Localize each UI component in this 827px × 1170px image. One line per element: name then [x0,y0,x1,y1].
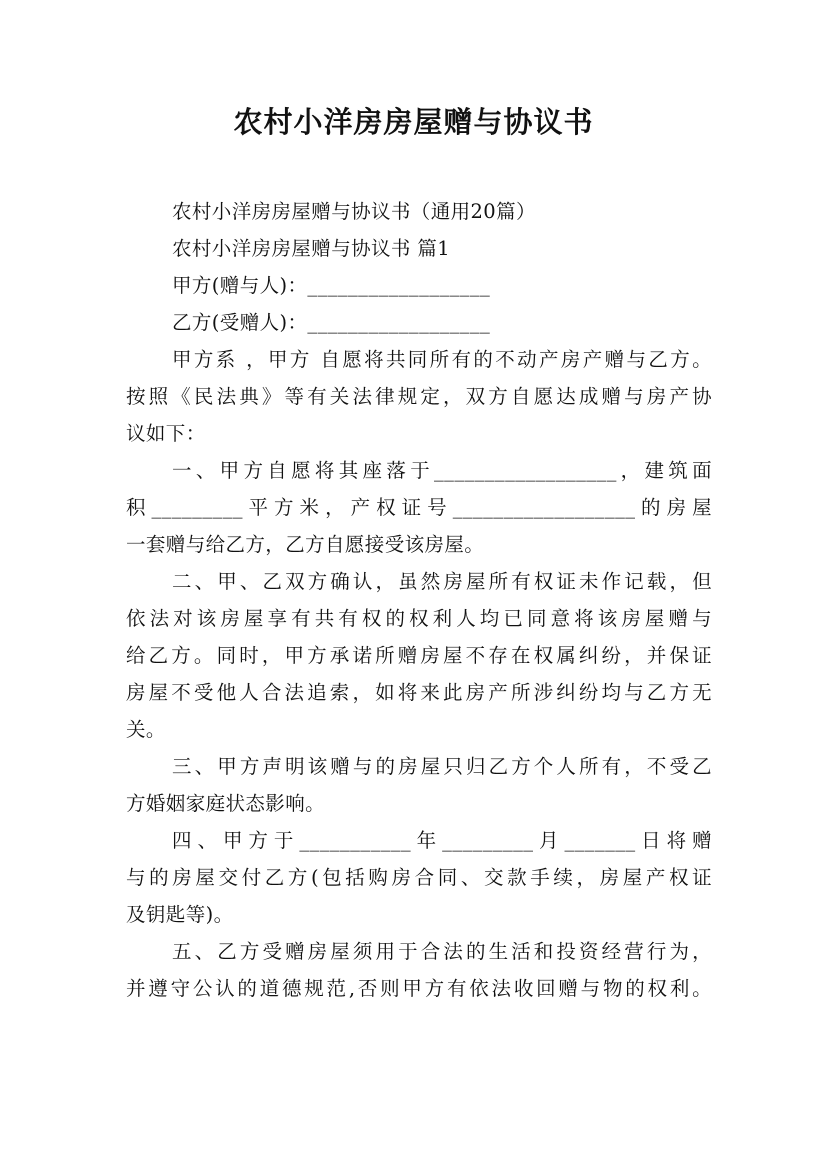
text-line: 农村小洋房房屋赠与协议书 篇1 [172,237,451,260]
text-line: 依法对该房屋享有共有权的权利人均已同意将该房屋赠与 [126,607,712,630]
text-line: 并遵守公认的道德规范,否则甲方有依法收回赠与物的权利。 [126,977,712,1000]
text-line: 与的房屋交付乙方(包括购房合同、交款手续，房屋产权证 [126,866,712,889]
text-line: 一、甲方自愿将其座落于__________________，建筑面 [172,459,712,482]
text-line: 方婚姻家庭状态影响。 [126,792,326,815]
text-line: 甲方系 ，甲方 自愿将共同所有的不动产房产赠与乙方。 [172,348,712,371]
text-line: 五、乙方受赠房屋须用于合法的生活和投资经营行为， [172,940,712,963]
document-body [126,193,712,1007]
text-line: 及钥匙等)。 [126,903,234,926]
text-line: 二、甲、乙双方确认，虽然房屋所有权证未作记载，但 [172,570,712,593]
text-line: 积_________平方米，产权证号__________________的房屋 [126,496,712,519]
text-line: 关。 [126,718,166,741]
document-title: 农村小洋房房屋赠与协议书 [233,105,594,139]
text-line: 房屋不受他人合法追索，如将来此房产所涉纠纷均与乙方无 [126,681,712,704]
text-line: 乙方(受赠人)：__________________ [172,311,491,334]
text-line: 议如下： [126,422,206,445]
text-line: 三、甲方声明该赠与的房屋只归乙方个人所有，不受乙 [172,755,712,778]
text-line: 农村小洋房房屋赠与协议书（通用20篇） [172,200,536,223]
text-line: 甲方(赠与人)：__________________ [172,274,491,297]
text-line: 一套赠与给乙方，乙方自愿接受该房屋。 [126,533,485,556]
text-line: 四、甲方于___________年_________月_______日将赠 [172,829,712,852]
text-line: 按照《民法典》等有关法律规定，双方自愿达成赠与房产协 [126,385,712,408]
text-line: 给乙方。同时，甲方承诺所赠房屋不存在权属纠纷，并保证 [126,644,712,667]
